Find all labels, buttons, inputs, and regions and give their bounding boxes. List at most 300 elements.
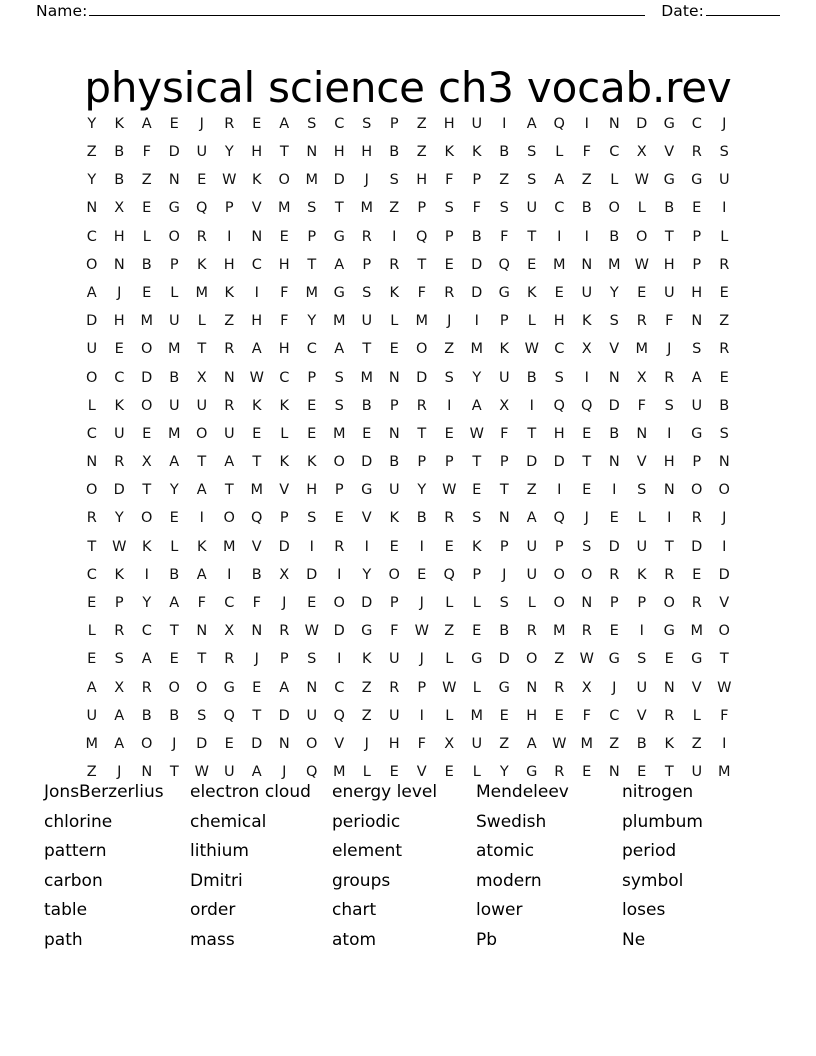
grid-letter[interactable]: R xyxy=(389,256,400,273)
grid-letter[interactable]: U xyxy=(718,172,730,189)
grid-letter[interactable]: N xyxy=(608,115,620,132)
grid-letter[interactable]: O xyxy=(333,595,345,612)
grid-letter[interactable]: T xyxy=(87,538,97,555)
grid-letter[interactable]: C xyxy=(609,144,620,161)
grid-letter[interactable]: H xyxy=(113,313,125,330)
grid-letter[interactable]: E xyxy=(169,510,179,527)
grid-letter[interactable]: T xyxy=(472,454,482,471)
grid-letter[interactable]: X xyxy=(636,369,647,386)
grid-letter[interactable]: S xyxy=(472,510,482,527)
grid-letter[interactable]: O xyxy=(608,200,620,217)
grid-letter[interactable]: P xyxy=(417,454,427,471)
grid-letter[interactable]: H xyxy=(333,144,345,161)
grid-letter[interactable]: H xyxy=(306,482,318,499)
grid-letter[interactable]: Q xyxy=(553,115,565,132)
grid-letter[interactable]: H xyxy=(443,115,455,132)
grid-letter[interactable]: I xyxy=(144,566,149,583)
grid-letter[interactable]: W xyxy=(552,735,567,752)
word-list-item[interactable]: order xyxy=(190,900,236,921)
grid-letter[interactable]: Z xyxy=(361,679,372,696)
grid-letter[interactable]: T xyxy=(417,256,427,273)
grid-letter[interactable]: B xyxy=(169,369,180,386)
grid-letter[interactable]: R xyxy=(444,510,455,527)
grid-letter[interactable]: P xyxy=(554,538,564,555)
grid-letter[interactable]: D xyxy=(333,623,345,640)
grid-letter[interactable]: R xyxy=(719,341,730,358)
grid-letter[interactable]: X xyxy=(444,735,455,752)
grid-letter[interactable]: B xyxy=(636,735,647,752)
grid-letter[interactable]: J xyxy=(364,735,369,752)
grid-letter[interactable]: O xyxy=(718,482,730,499)
grid-letter[interactable]: A xyxy=(224,454,235,471)
grid-letter[interactable]: T xyxy=(334,200,344,217)
grid-letter[interactable]: X xyxy=(114,200,125,217)
grid-letter[interactable]: L xyxy=(142,228,151,245)
grid-letter[interactable]: B xyxy=(719,397,730,414)
grid-letter[interactable]: V xyxy=(251,200,262,217)
grid-letter[interactable]: T xyxy=(664,764,674,781)
grid-letter[interactable]: H xyxy=(416,172,428,189)
grid-letter[interactable]: L xyxy=(390,313,399,330)
grid-letter[interactable]: Z xyxy=(526,482,537,499)
grid-letter[interactable]: R xyxy=(581,623,592,640)
grid-letter[interactable]: E xyxy=(417,566,427,583)
grid-letter[interactable]: S xyxy=(114,651,124,668)
grid-letter[interactable]: R xyxy=(691,510,702,527)
grid-letter[interactable]: M xyxy=(277,200,291,217)
grid-letter[interactable]: J xyxy=(172,735,177,752)
grid-letter[interactable]: J xyxy=(419,651,424,668)
grid-letter[interactable]: F xyxy=(252,595,261,612)
grid-letter[interactable]: W xyxy=(249,369,264,386)
grid-letter[interactable]: P xyxy=(114,595,124,612)
grid-letter[interactable]: Z xyxy=(609,735,620,752)
word-list-item[interactable]: Mendeleev xyxy=(476,782,569,802)
grid-letter[interactable]: I xyxy=(419,707,424,724)
grid-letter[interactable]: E xyxy=(472,482,482,499)
grid-letter[interactable]: K xyxy=(224,284,234,301)
grid-letter[interactable]: F xyxy=(142,144,151,161)
grid-letter[interactable]: T xyxy=(664,538,674,555)
grid-letter[interactable]: B xyxy=(169,707,180,724)
grid-letter[interactable]: M xyxy=(360,200,373,217)
word-list-item[interactable]: chemical xyxy=(190,811,267,832)
grid-letter[interactable]: B xyxy=(664,200,675,217)
grid-letter[interactable]: M xyxy=(470,341,483,358)
grid-letter[interactable]: O xyxy=(581,566,593,583)
grid-letter[interactable]: U xyxy=(168,397,180,414)
grid-letter[interactable]: F xyxy=(197,595,206,612)
grid-letter[interactable]: O xyxy=(718,623,730,640)
grid-letter[interactable]: R xyxy=(416,397,427,414)
grid-letter[interactable]: A xyxy=(691,369,702,386)
grid-letter[interactable]: A xyxy=(196,566,207,583)
grid-letter[interactable]: O xyxy=(278,172,290,189)
grid-letter[interactable]: U xyxy=(388,651,400,668)
grid-letter[interactable]: L xyxy=(472,595,481,612)
grid-letter[interactable]: F xyxy=(472,200,481,217)
grid-letter[interactable]: P xyxy=(389,115,399,132)
grid-letter[interactable]: S xyxy=(197,707,207,724)
grid-letter[interactable]: U xyxy=(691,397,703,414)
grid-letter[interactable]: P xyxy=(169,256,179,273)
grid-letter[interactable]: P xyxy=(499,454,509,471)
grid-letter[interactable]: R xyxy=(664,707,675,724)
grid-letter[interactable]: X xyxy=(581,679,592,696)
grid-letter[interactable]: U xyxy=(636,679,648,696)
grid-letter[interactable]: O xyxy=(526,651,538,668)
grid-letter[interactable]: F xyxy=(500,425,509,442)
grid-letter[interactable]: L xyxy=(170,284,179,301)
grid-letter[interactable]: L xyxy=(445,595,454,612)
grid-letter[interactable]: S xyxy=(444,369,454,386)
grid-letter[interactable]: G xyxy=(361,623,373,640)
grid-letter[interactable]: M xyxy=(222,538,236,555)
grid-letter[interactable]: E xyxy=(142,284,152,301)
grid-letter[interactable]: R xyxy=(334,538,345,555)
grid-letter[interactable]: S xyxy=(362,284,372,301)
grid-letter[interactable]: U xyxy=(636,538,648,555)
grid-letter[interactable]: Y xyxy=(417,482,427,499)
grid-letter[interactable]: Q xyxy=(553,397,565,414)
word-list-item[interactable]: period xyxy=(622,841,677,862)
grid-letter[interactable]: X xyxy=(581,341,592,358)
word-list-item[interactable]: energy level xyxy=(332,782,438,802)
grid-letter[interactable]: N xyxy=(388,369,400,386)
grid-letter[interactable]: I xyxy=(309,538,314,555)
grid-letter[interactable]: S xyxy=(527,172,537,189)
grid-letter[interactable]: I xyxy=(337,651,342,668)
grid-letter[interactable]: P xyxy=(417,679,427,696)
grid-letter[interactable]: T xyxy=(582,454,592,471)
word-list-item[interactable]: symbol xyxy=(622,870,684,891)
grid-letter[interactable]: I xyxy=(502,115,507,132)
grid-letter[interactable]: W xyxy=(194,764,209,781)
grid-letter[interactable]: N xyxy=(691,313,703,330)
grid-letter[interactable]: B xyxy=(251,566,262,583)
grid-letter[interactable]: D xyxy=(168,144,180,161)
grid-letter[interactable]: K xyxy=(581,313,592,330)
grid-letter[interactable]: R xyxy=(224,397,235,414)
grid-letter[interactable]: E xyxy=(719,369,729,386)
grid-letter[interactable]: B xyxy=(499,623,510,640)
grid-letter[interactable]: M xyxy=(332,425,346,442)
grid-letter[interactable]: D xyxy=(361,595,373,612)
grid-letter[interactable]: V xyxy=(691,679,702,696)
grid-letter[interactable]: Z xyxy=(499,735,510,752)
grid-letter[interactable]: F xyxy=(280,284,289,301)
grid-letter[interactable]: B xyxy=(169,566,180,583)
grid-letter[interactable]: T xyxy=(169,764,179,781)
grid-letter[interactable]: N xyxy=(718,454,730,471)
grid-letter[interactable]: L xyxy=(610,172,619,189)
grid-letter[interactable]: Z xyxy=(86,144,97,161)
word-list-item[interactable]: path xyxy=(44,929,83,950)
grid-letter[interactable]: B xyxy=(499,144,510,161)
grid-letter[interactable]: D xyxy=(608,397,620,414)
grid-letter[interactable]: O xyxy=(86,482,98,499)
grid-letter[interactable]: J xyxy=(282,764,287,781)
grid-letter[interactable]: I xyxy=(447,397,452,414)
grid-letter[interactable]: O xyxy=(553,566,565,583)
grid-letter[interactable]: A xyxy=(554,172,565,189)
grid-letter[interactable]: C xyxy=(224,595,235,612)
grid-letter[interactable]: M xyxy=(470,707,483,724)
grid-letter[interactable]: M xyxy=(167,425,181,442)
grid-letter[interactable]: E xyxy=(224,735,234,752)
grid-letter[interactable]: I xyxy=(254,284,259,301)
grid-letter[interactable]: T xyxy=(499,482,509,499)
grid-letter[interactable]: P xyxy=(692,228,702,245)
grid-letter[interactable]: P xyxy=(389,595,399,612)
grid-letter[interactable]: E xyxy=(499,707,509,724)
grid-letter[interactable]: E xyxy=(609,623,619,640)
grid-letter[interactable]: D xyxy=(718,566,730,583)
grid-letter[interactable]: T xyxy=(719,651,729,668)
grid-letter[interactable]: A xyxy=(279,115,290,132)
grid-letter[interactable]: I xyxy=(419,538,424,555)
grid-letter[interactable]: P xyxy=(389,397,399,414)
grid-letter[interactable]: H xyxy=(278,341,290,358)
grid-letter[interactable]: X xyxy=(499,397,510,414)
grid-letter[interactable]: A xyxy=(196,482,207,499)
grid-letter[interactable]: S xyxy=(307,200,317,217)
grid-letter[interactable]: E xyxy=(444,425,454,442)
grid-letter[interactable]: E xyxy=(307,397,317,414)
grid-letter[interactable]: J xyxy=(502,566,507,583)
grid-letter[interactable]: H xyxy=(361,144,373,161)
grid-letter[interactable]: E xyxy=(142,200,152,217)
grid-letter[interactable]: G xyxy=(663,115,675,132)
grid-letter[interactable]: C xyxy=(86,228,97,245)
grid-letter[interactable]: S xyxy=(307,115,317,132)
grid-letter[interactable]: H xyxy=(526,707,538,724)
grid-letter[interactable]: I xyxy=(227,228,232,245)
grid-letter[interactable]: C xyxy=(334,115,345,132)
grid-letter[interactable]: Y xyxy=(87,172,97,189)
grid-letter[interactable]: S xyxy=(554,369,564,386)
grid-letter[interactable]: O xyxy=(168,228,180,245)
grid-letter[interactable]: L xyxy=(692,707,701,724)
grid-letter[interactable]: N xyxy=(526,679,538,696)
grid-letter[interactable]: F xyxy=(500,228,509,245)
grid-letter[interactable]: N xyxy=(663,679,675,696)
grid-letter[interactable]: F xyxy=(417,735,426,752)
grid-letter[interactable]: P xyxy=(609,595,619,612)
grid-letter[interactable]: U xyxy=(361,313,373,330)
grid-letter[interactable]: I xyxy=(392,228,397,245)
grid-letter[interactable]: S xyxy=(582,538,592,555)
grid-letter[interactable]: Y xyxy=(307,313,317,330)
grid-letter[interactable]: A xyxy=(169,595,180,612)
word-list-item[interactable]: Dmitri xyxy=(190,870,243,891)
grid-letter[interactable]: O xyxy=(141,510,153,527)
grid-letter[interactable]: E xyxy=(87,595,97,612)
grid-letter[interactable]: Y xyxy=(169,482,179,499)
grid-letter[interactable]: T xyxy=(197,651,207,668)
grid-letter[interactable]: L xyxy=(472,679,481,696)
grid-letter[interactable]: Q xyxy=(443,566,455,583)
grid-letter[interactable]: C xyxy=(86,566,97,583)
grid-letter[interactable]: W xyxy=(469,425,484,442)
grid-letter[interactable]: F xyxy=(417,284,426,301)
grid-letter[interactable]: E xyxy=(692,566,702,583)
grid-letter[interactable]: L xyxy=(527,595,536,612)
grid-letter[interactable]: N xyxy=(86,454,98,471)
grid-letter[interactable]: R xyxy=(114,454,125,471)
grid-letter[interactable]: W xyxy=(442,482,457,499)
grid-letter[interactable]: B xyxy=(114,172,125,189)
grid-letter[interactable]: E xyxy=(637,284,647,301)
grid-letter[interactable]: T xyxy=(252,707,262,724)
grid-letter[interactable]: E xyxy=(444,256,454,273)
grid-letter[interactable]: T xyxy=(362,341,372,358)
grid-letter[interactable]: K xyxy=(251,397,262,414)
grid-letter[interactable]: N xyxy=(251,623,263,640)
grid-letter[interactable]: D xyxy=(553,454,565,471)
grid-letter[interactable]: V xyxy=(636,454,647,471)
grid-letter[interactable]: A xyxy=(526,735,537,752)
grid-letter[interactable]: Q xyxy=(581,397,593,414)
grid-letter[interactable]: G xyxy=(498,679,510,696)
grid-letter[interactable]: U xyxy=(471,735,483,752)
grid-letter[interactable]: M xyxy=(635,341,648,358)
grid-letter[interactable]: J xyxy=(722,510,727,527)
grid-letter[interactable]: B xyxy=(389,454,400,471)
grid-letter[interactable]: Y xyxy=(362,566,372,583)
grid-letter[interactable]: E xyxy=(307,425,317,442)
grid-letter[interactable]: J xyxy=(117,764,122,781)
grid-letter[interactable]: M xyxy=(580,735,593,752)
grid-letter[interactable]: L xyxy=(720,228,729,245)
grid-letter[interactable]: H xyxy=(388,735,400,752)
grid-letter[interactable]: J xyxy=(419,595,424,612)
grid-letter[interactable]: I xyxy=(722,538,727,555)
grid-letter[interactable]: T xyxy=(252,454,262,471)
grid-letter[interactable]: E xyxy=(142,425,152,442)
grid-letter[interactable]: U xyxy=(526,566,538,583)
grid-letter[interactable]: U xyxy=(498,369,510,386)
grid-letter[interactable]: M xyxy=(140,313,153,330)
grid-letter[interactable]: D xyxy=(636,115,648,132)
grid-letter[interactable]: H xyxy=(278,256,290,273)
grid-letter[interactable]: R xyxy=(526,623,537,640)
grid-letter[interactable]: E xyxy=(252,679,262,696)
grid-letter[interactable]: S xyxy=(719,425,729,442)
grid-letter[interactable]: C xyxy=(251,256,262,273)
grid-letter[interactable]: J xyxy=(254,651,259,668)
grid-letter[interactable]: K xyxy=(196,256,207,273)
grid-letter[interactable]: P xyxy=(279,651,289,668)
grid-letter[interactable]: J xyxy=(447,313,452,330)
grid-letter[interactable]: J xyxy=(117,284,122,301)
grid-letter[interactable]: W xyxy=(414,623,429,640)
grid-letter[interactable]: M xyxy=(332,764,346,781)
grid-letter[interactable]: E xyxy=(362,425,372,442)
grid-letter[interactable]: O xyxy=(86,369,98,386)
grid-letter[interactable]: C xyxy=(609,707,620,724)
grid-letter[interactable]: E xyxy=(472,623,482,640)
grid-letter[interactable]: E xyxy=(664,651,674,668)
grid-letter[interactable]: Q xyxy=(498,256,510,273)
grid-letter[interactable]: Z xyxy=(554,651,565,668)
grid-letter[interactable]: D xyxy=(471,284,483,301)
grid-letter[interactable]: L xyxy=(637,510,646,527)
grid-letter[interactable]: G xyxy=(608,651,620,668)
grid-letter[interactable]: F xyxy=(280,313,289,330)
grid-letter[interactable]: S xyxy=(307,651,317,668)
grid-letter[interactable]: E xyxy=(527,256,537,273)
grid-letter[interactable]: R xyxy=(224,651,235,668)
grid-letter[interactable]: P xyxy=(444,454,454,471)
grid-letter[interactable]: L xyxy=(280,425,289,442)
grid-letter[interactable]: C xyxy=(141,623,152,640)
grid-letter[interactable]: L xyxy=(637,200,646,217)
grid-letter[interactable]: K xyxy=(141,538,152,555)
grid-letter[interactable]: I xyxy=(584,228,589,245)
grid-letter[interactable]: R xyxy=(664,566,675,583)
word-list-item[interactable]: chlorine xyxy=(44,811,113,832)
grid-letter[interactable]: S xyxy=(444,200,454,217)
word-list-item[interactable]: Ne xyxy=(622,929,646,950)
grid-letter[interactable]: M xyxy=(250,482,263,499)
grid-letter[interactable]: K xyxy=(471,538,482,555)
grid-letter[interactable]: H xyxy=(113,228,125,245)
grid-letter[interactable]: A xyxy=(526,510,537,527)
grid-letter[interactable]: O xyxy=(168,679,180,696)
grid-letter[interactable]: I xyxy=(529,397,534,414)
grid-letter[interactable]: I xyxy=(584,115,589,132)
grid-letter[interactable]: D xyxy=(196,735,208,752)
grid-letter[interactable]: V xyxy=(334,735,345,752)
word-list-item[interactable]: atomic xyxy=(476,841,535,862)
grid-letter[interactable]: S xyxy=(334,369,344,386)
grid-letter[interactable]: T xyxy=(527,425,537,442)
grid-letter[interactable]: Z xyxy=(444,341,455,358)
grid-letter[interactable]: B xyxy=(581,200,592,217)
grid-letter[interactable]: E xyxy=(307,595,317,612)
grid-letter[interactable]: Y xyxy=(224,144,234,161)
grid-letter[interactable]: P xyxy=(307,369,317,386)
grid-letter[interactable]: P xyxy=(637,595,647,612)
grid-letter[interactable]: R xyxy=(224,341,235,358)
word-list-item[interactable]: lower xyxy=(476,900,523,921)
grid-letter[interactable]: U xyxy=(223,425,235,442)
grid-letter[interactable]: D xyxy=(86,313,98,330)
grid-letter[interactable]: R xyxy=(361,228,372,245)
grid-letter[interactable]: I xyxy=(667,510,672,527)
grid-letter[interactable]: E xyxy=(279,228,289,245)
grid-letter[interactable]: E xyxy=(582,764,592,781)
grid-letter[interactable]: O xyxy=(141,397,153,414)
grid-letter[interactable]: T xyxy=(197,341,207,358)
grid-letter[interactable]: N xyxy=(498,510,510,527)
grid-letter[interactable]: J xyxy=(364,172,369,189)
grid-letter[interactable]: N xyxy=(608,764,620,781)
grid-letter[interactable]: A xyxy=(86,284,97,301)
grid-letter[interactable]: K xyxy=(114,397,124,414)
grid-letter[interactable]: P xyxy=(334,482,344,499)
grid-letter[interactable]: T xyxy=(664,228,674,245)
grid-letter[interactable]: W xyxy=(634,172,649,189)
grid-letter[interactable]: E xyxy=(114,341,124,358)
grid-letter[interactable]: C xyxy=(279,369,290,386)
grid-letter[interactable]: M xyxy=(332,313,346,330)
grid-letter[interactable]: K xyxy=(526,284,537,301)
grid-letter[interactable]: L xyxy=(527,313,536,330)
grid-letter[interactable]: U xyxy=(86,707,98,724)
word-list-item[interactable]: modern xyxy=(476,870,542,891)
